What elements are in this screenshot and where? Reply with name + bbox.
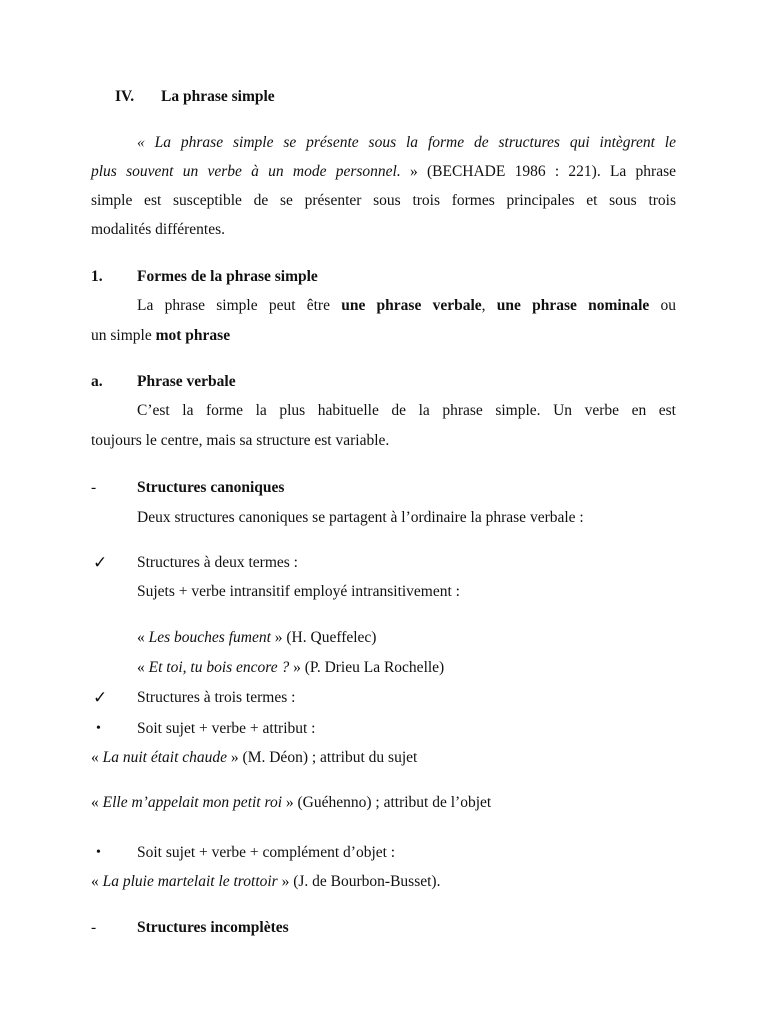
subsection-letter: a. (91, 373, 103, 390)
check-icon: ✓ (93, 688, 108, 707)
two-terms-subtitle: Sujets + verbe intransitif employé intransitivement : (137, 583, 460, 600)
example-2: « Et toi, tu bois encore ? » (P. Drieu La Rochelle) (137, 659, 445, 676)
bullet-icon: • (96, 845, 101, 860)
dash-marker: - (91, 919, 97, 936)
canonical-title: Structures canoniques (137, 479, 285, 496)
intro-line-1: « La phrase simple se présente sous la forme de structures qui intègrent le (137, 134, 676, 151)
canonical-text: Deux structures canoniques se partagent à l’ordinaire la phrase verbale : (137, 509, 584, 526)
intro-line-4: modalités différentes. (91, 221, 226, 238)
verbal-line-1: C’est la forme la plus habituelle de la phrase simple. Un verbe en est (137, 402, 676, 419)
forms-line-1: La phrase simple peut être une phrase verbale, une phrase nominale ou (137, 297, 676, 314)
example-1: « Les bouches fument » (H. Queffelec) (137, 629, 377, 646)
section-number: IV. (115, 88, 135, 105)
example-4: « Elle m’appelait mon petit roi » (Guéhenno) ; attribut de l’objet (91, 794, 492, 811)
subsection-verbal-title: Phrase verbale (137, 373, 236, 390)
subsection-title: Formes de la phrase simple (137, 268, 318, 285)
example-3: « La nuit était chaude » (M. Déon) ; attribut du sujet (91, 749, 418, 766)
intro-line-2: plus souvent un verbe à un mode personnel. » (BECHADE 1986 : 221). La phrase (91, 163, 676, 180)
forms-line-2: un simple mot phrase (91, 327, 231, 344)
bullet-object: Soit sujet + verbe + complément d’objet : (137, 844, 396, 861)
intro-line-3: simple est susceptible de se présenter sous trois formes principales et sous trois (91, 192, 676, 209)
dash-marker: - (91, 479, 97, 496)
incomplete-title: Structures incomplètes (137, 919, 289, 936)
three-terms-title: Structures à trois termes : (137, 689, 296, 706)
check-icon: ✓ (93, 553, 108, 572)
two-terms-title: Structures à deux termes : (137, 554, 298, 571)
bullet-attribute: Soit sujet + verbe + attribut : (137, 720, 316, 737)
example-5: « La pluie martelait le trottoir » (J. de Bourbon-Busset). (91, 873, 441, 890)
section-title: La phrase simple (161, 88, 275, 105)
bullet-icon: • (96, 721, 101, 736)
subsection-number: 1. (91, 268, 103, 285)
verbal-line-2: toujours le centre, mais sa structure est variable. (91, 432, 390, 449)
